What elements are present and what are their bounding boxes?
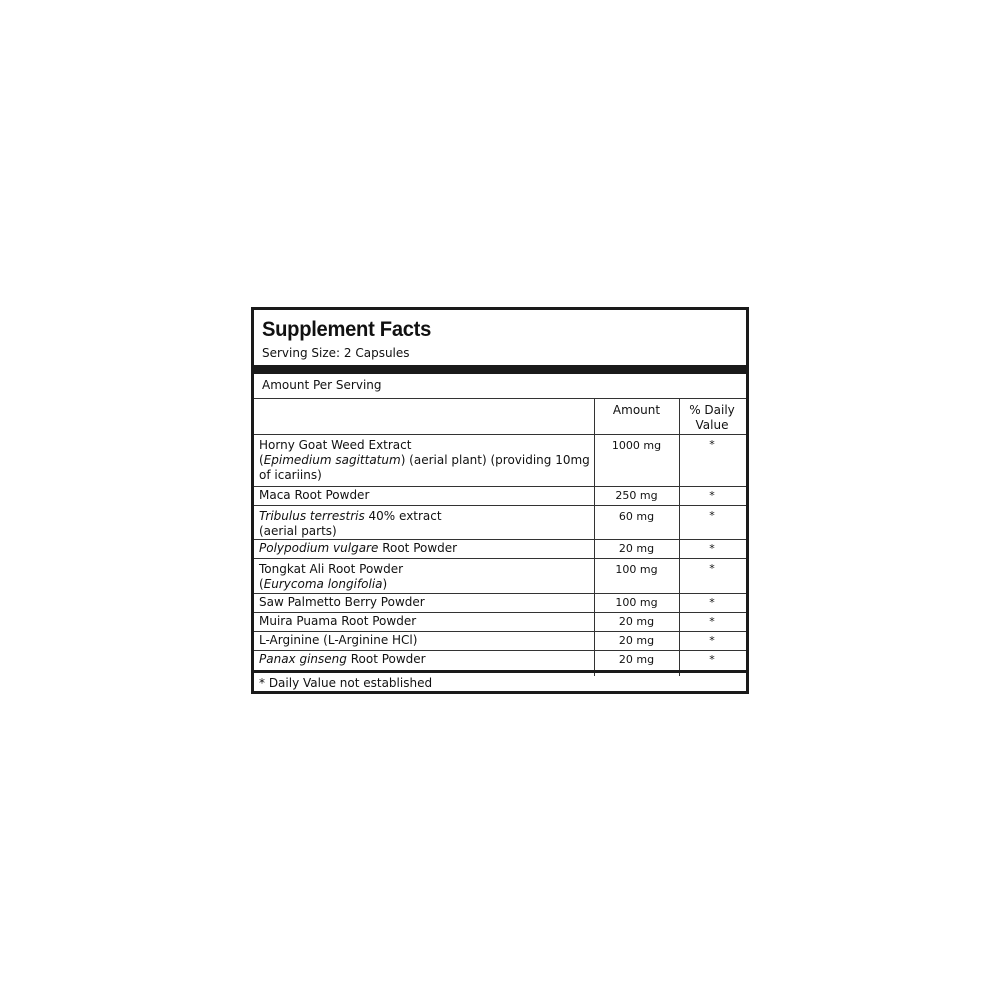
panel-header <box>254 310 746 365</box>
ingredient-amount: 20 mg <box>618 634 655 647</box>
ingredient-amount: 60 mg <box>618 510 655 523</box>
thick-divider <box>254 670 746 673</box>
ingredient-amount: 20 mg <box>618 542 655 555</box>
ingredient-name: Saw Palmetto Berry Powder <box>259 595 425 609</box>
ingredient-row <box>254 540 746 558</box>
column-header-dv-line2: Value <box>695 418 729 432</box>
ingredient-name: Panax ginseng Root Powder <box>259 652 426 666</box>
ingredient-daily-value: * <box>709 634 715 647</box>
thick-divider <box>254 365 746 374</box>
ingredient-daily-value: * <box>709 489 715 502</box>
ingredient-row <box>254 487 746 505</box>
ingredient-amount: 100 mg <box>615 563 658 576</box>
ingredient-name: Polypodium vulgare Root Powder <box>259 541 458 555</box>
ingredient-name: L-Arginine (L-Arginine HCl) <box>259 633 418 647</box>
ingredient-row <box>254 594 746 612</box>
ingredient-row <box>254 613 746 631</box>
ingredient-name: Tribulus terrestris 40% extract (aerial parts) <box>259 509 442 538</box>
ingredient-daily-value: * <box>709 615 715 628</box>
ingredient-amount: 20 mg <box>618 653 655 666</box>
ingredient-daily-value: * <box>709 653 715 666</box>
ingredient-daily-value: * <box>709 562 715 575</box>
supplement-facts-panel <box>251 307 749 694</box>
ingredient-row <box>254 651 746 669</box>
ingredient-daily-value: * <box>709 438 715 451</box>
ingredient-name: Tongkat Ali Root Powder (Eurycoma longifolia) <box>259 562 404 591</box>
ingredient-amount: 1000 mg <box>611 439 662 452</box>
footnote: * Daily Value not established <box>259 676 433 690</box>
ingredient-name: Muira Puama Root Powder <box>259 614 417 628</box>
ingredient-amount: 20 mg <box>618 615 655 628</box>
ingredient-amount: 100 mg <box>615 596 658 609</box>
ingredient-daily-value: * <box>709 542 715 555</box>
ingredient-row <box>254 506 746 539</box>
column-header-amount: Amount <box>612 403 661 417</box>
panel-title: Supplement Facts <box>262 318 432 341</box>
ingredient-daily-value: * <box>709 596 715 609</box>
amount-per-serving: Amount Per Serving <box>262 378 382 392</box>
ingredient-row <box>254 435 746 486</box>
column-header-daily-value <box>679 403 745 433</box>
ingredient-daily-value: * <box>709 509 715 522</box>
ingredient-row <box>254 559 746 593</box>
ingredient-name: Maca Root Powder <box>259 488 370 502</box>
serving-size: Serving Size: 2 Capsules <box>262 346 410 360</box>
divider <box>254 398 746 399</box>
ingredient-row <box>254 632 746 650</box>
column-header-dv-line1: % Daily <box>689 403 735 417</box>
ingredient-name: Horny Goat Weed Extract (Epimedium sagittatum) (aerial plant) (providing 10mg of icariins) <box>259 438 590 482</box>
ingredient-amount: 250 mg <box>615 489 658 502</box>
